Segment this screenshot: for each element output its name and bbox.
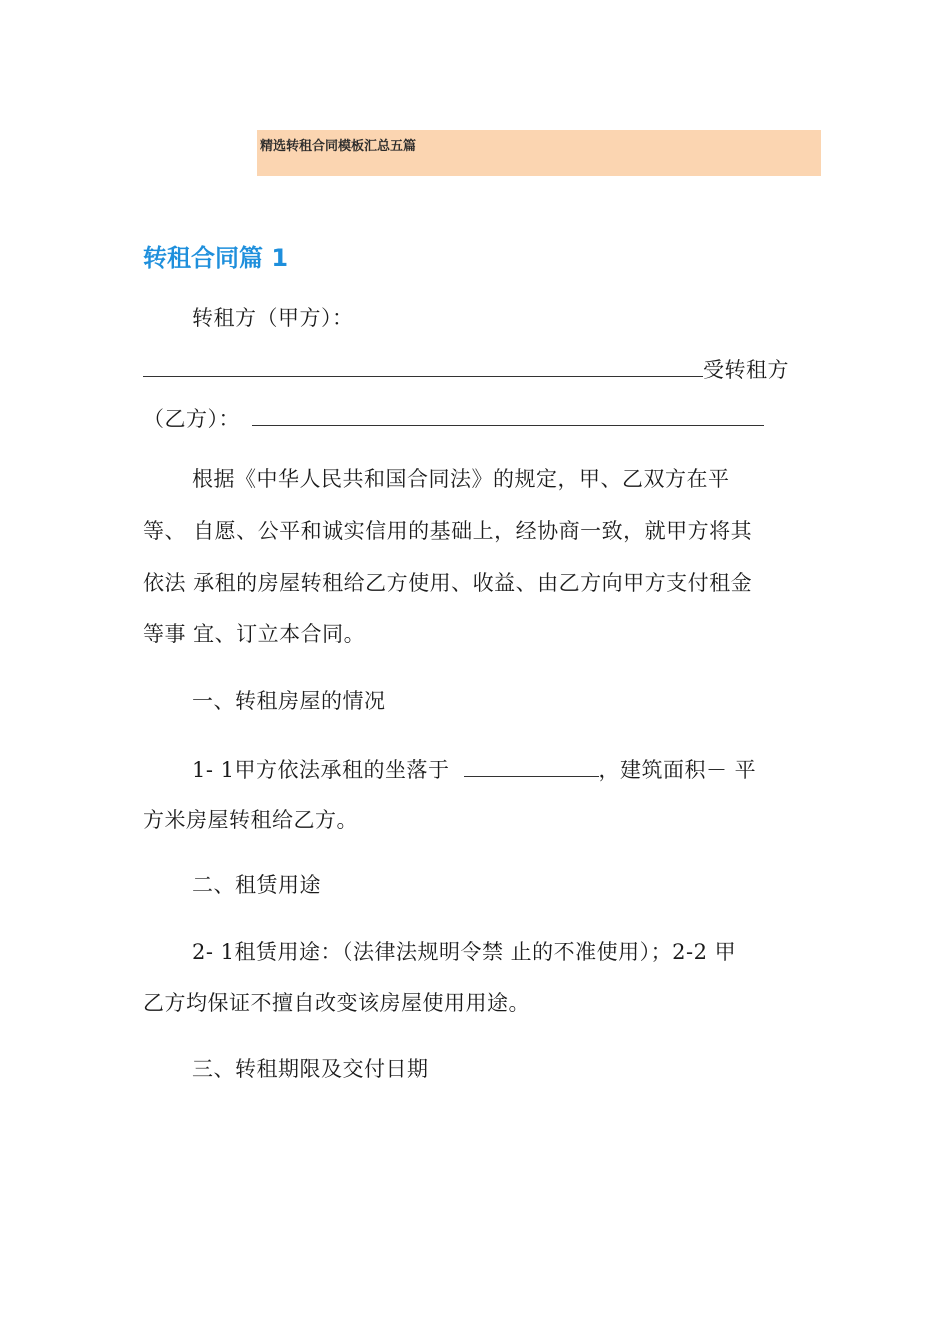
lessor-label: 转租方（甲方）： — [192, 306, 354, 330]
lessor-blank — [143, 354, 703, 377]
clause-1-item-prefix: 1- 1甲方依法承租的坐落于 — [192, 758, 450, 782]
lessee-line — [143, 403, 764, 434]
clause-3-title: 三、转租期限及交付日期 — [192, 1057, 429, 1081]
clause-2-item-line-1: 2- 1租赁用途：（法律法规明令禁 止的不准使用）；2-2 甲 — [192, 940, 737, 964]
clause-1-item-line-1 — [192, 754, 756, 785]
preamble-line-1: 根据《中华人民共和国合同法》的规定，甲、乙双方在平 — [192, 467, 730, 491]
document-banner — [257, 130, 821, 176]
preamble-line-3: 依法 承租的房屋转租给乙方使用、收益、由乙方向甲方支付租金 — [143, 571, 753, 595]
lessee-label-a: 受转租方 — [703, 358, 789, 382]
section-heading: 转租合同篇 1 — [143, 244, 289, 272]
clause-1-title: 一、转租房屋的情况 — [192, 689, 386, 713]
lessor-line — [143, 354, 789, 385]
clause-1-item-suffix: ，建筑面积－ 平 — [598, 758, 757, 782]
clause-1-item-line-2: 方米房屋转租给乙方。 — [143, 808, 358, 832]
lessee-label-b: （乙方）： — [143, 407, 240, 431]
preamble-line-2: 等、 自愿、公平和诚实信用的基础上，经协商一致，就甲方将其 — [143, 519, 753, 543]
clause-2-item-line-2: 乙方均保证不擅自改变该房屋使用用途。 — [143, 991, 530, 1015]
location-blank — [464, 754, 599, 777]
document-title: 精选转租合同模板汇总五篇 — [260, 139, 417, 154]
preamble-line-4: 等事 宜、订立本合同。 — [143, 622, 366, 646]
lessee-blank — [252, 403, 764, 426]
clause-2-title: 二、租赁用途 — [192, 873, 321, 897]
